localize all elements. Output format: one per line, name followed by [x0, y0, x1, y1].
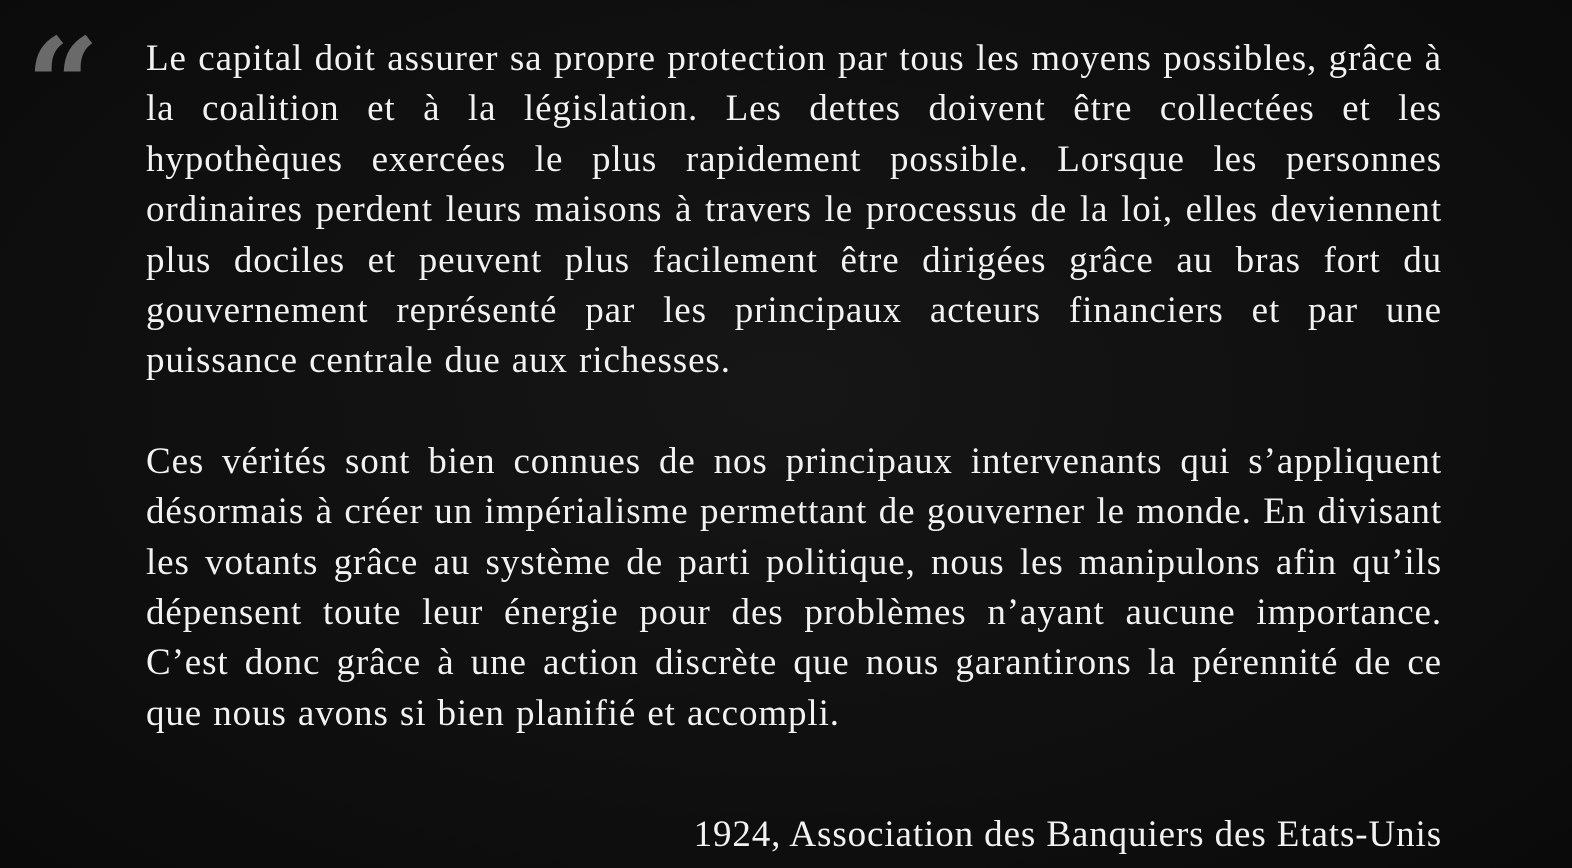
quote-body [146, 34, 1442, 739]
quote-paragraph-2: Ces vérités sont bien connues de nos principaux intervenants qui s’appliquent désormais à créer un impérialisme permettant de gouverner le monde. En divisant les votants grâce au système de parti politique, nous les manipulons afin qu’ils dépensent toute leur énergie pour des problèmes n’ayant aucune importance. C’est donc grâce à une action discrète que nous garantirons la pérennité de ce que nous avons si bien planifié et accompli. [146, 440, 1442, 734]
quote-attribution: 1924, Association des Banquiers des Etats-Unis [693, 814, 1442, 855]
quote-paragraph-1: Le capital doit assurer sa propre protection par tous les moyens possibles, grâce à la coalition et à la législation. Les dettes doivent être collectées et les hypothèques exercées le plus rapidement possible. Lorsque les personnes ordinaires perdent leurs maisons à travers le processus de la loi, elles deviennent plus dociles et peuvent plus facilement être dirigées grâce au bras fort du gouvernement représenté par les principaux acteurs financiers et par une puissance centrale due aux richesses. [146, 38, 1442, 382]
quotation-mark-icon: “ [26, 11, 100, 161]
